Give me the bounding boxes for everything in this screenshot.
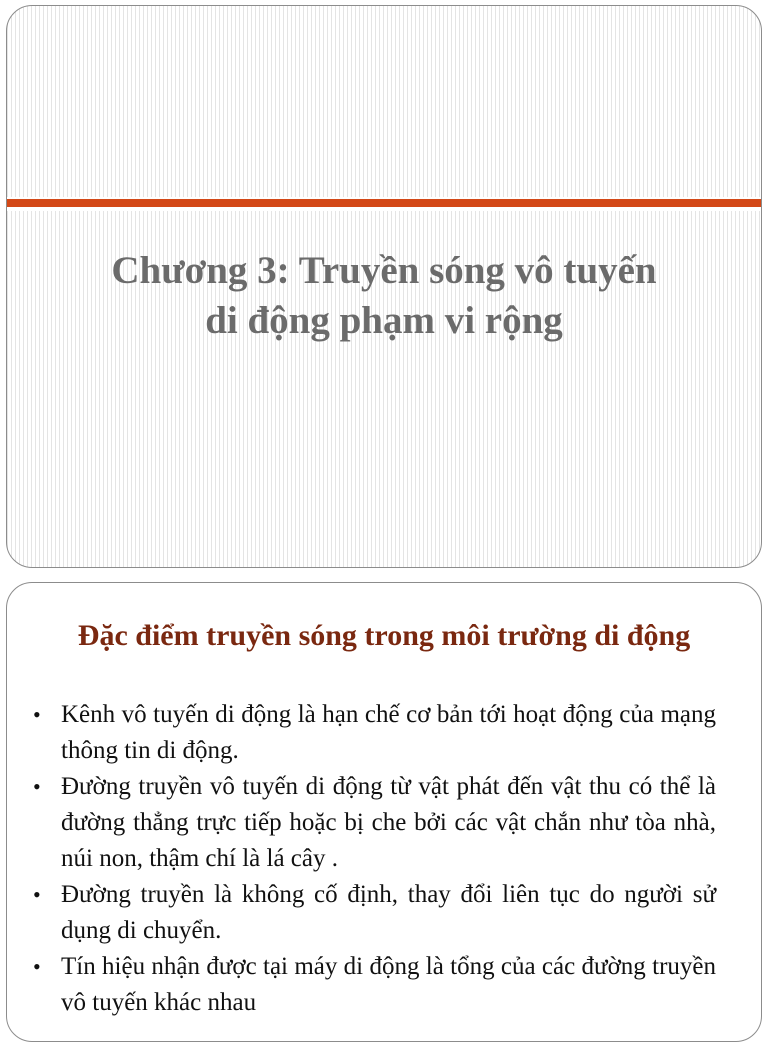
bullet-item <box>31 697 716 769</box>
bullet-item <box>31 769 716 877</box>
bullet-item <box>31 877 716 949</box>
bullet-text: Tín hiệu nhận được tại máy di động là tổng của các đường truyền vô tuyến khác nhau <box>61 953 716 1016</box>
bullet-text: Đường truyền là không cố định, thay đổi liên tục do người sử dụng di chuyển. <box>61 881 716 944</box>
bullet-text: Đường truyền vô tuyến di động từ vật phát đến vật thu có thể là đường thẳng trực tiếp hoặc bị che bởi các vật chắn như tòa nhà, núi non, thậm chí là lá cây . <box>61 773 716 872</box>
accent-line <box>7 199 761 207</box>
bullet-text: Kênh vô tuyến di động là hạn chế cơ bản tới hoạt động của mạng thông tin di động. <box>61 701 716 764</box>
bullet-dot-icon: • <box>33 954 41 979</box>
slide-title-line-1: Chương 3: Truyền sóng vô tuyến <box>111 249 657 292</box>
bullet-dot-icon: • <box>33 702 41 727</box>
bullet-item <box>31 949 716 1021</box>
bullet-dot-icon: • <box>33 774 41 799</box>
bullet-list <box>31 697 716 1021</box>
slide-title <box>7 246 761 346</box>
slide-heading: Đặc điểm truyền sóng trong môi trường di động <box>77 619 691 652</box>
slide-title-line-2: di động phạm vi rộng <box>205 299 563 342</box>
accent-band <box>7 197 761 211</box>
content-slide <box>6 582 762 1042</box>
title-slide <box>6 5 762 568</box>
bullet-dot-icon: • <box>33 882 41 907</box>
